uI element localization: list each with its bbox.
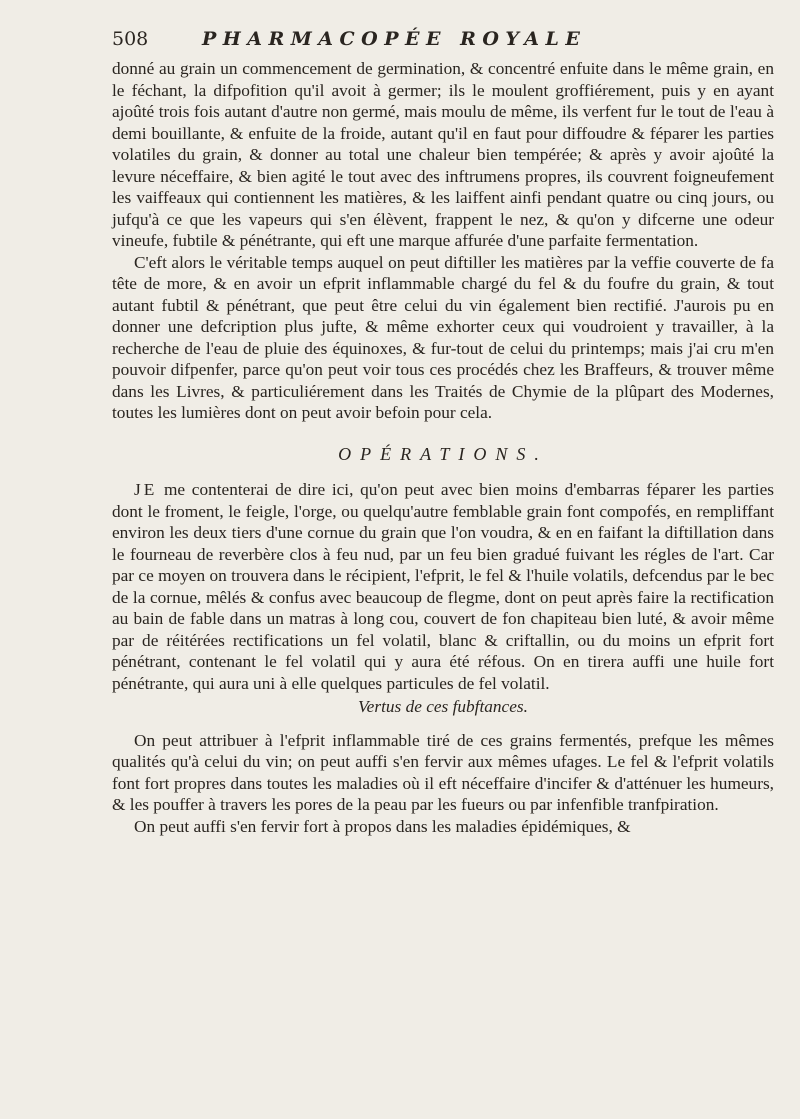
paragraph-continuation: donné au grain un commencement de germination, & concentré enfuite dans le même grain, en le féchant, la difpofition qu'il avoit à germer; ils le moulent groffiérement, puis y en ayant ajoûté trois fois autant d'autre non germé, mais moulu de même, ils verfent fur le tout de l'eau à demi bouillante, & enfuite de la froide, autant qu'il en faut pour diffoudre & féparer les parties volatiles du grain, & donner au total une chaleur bien tempérée; & après y avoir ajoûté la levure néceffaire, & bien agité le tout avec des inftrumens propres, ils couvrent foigneufement les vaiffeaux qui contiennent les matières, & les laiffent ainfi pendant quatre ou cinq jours, ou jufqu'à ce que les vapeurs qui s'en élèvent, frappent le nez, & qu'on y difcerne une odeur vineufe, fubtile & pénétrante, qui eft une marque affurée d'une parfaite fermentation. bbox=[112, 59, 774, 250]
lead-word: JE bbox=[134, 480, 158, 499]
body-text bbox=[112, 58, 774, 837]
section-heading-operations: OPÉRATIONS. bbox=[338, 443, 548, 464]
paragraph-operations-text: me contenterai de dire ici, qu'on peut avec bien moins d'embarras féparer les parties dont le froment, le feigle, l'orge, ou quelqu'autre femblable grain font compofés, en rempliffant environ les deux tiers d'une cornue du grain que l'on voudra, & en en faifant la diftillation dans le fourneau de reverbère clos à feu nud, par un feu bien gradué fuivant les régles de l'art. Car par ce moyen on trouvera dans le récipient, l'efprit, le fel & l'huile volatils, defcendus par le bec de la cornue, mêlés & confus avec beaucoup de flegme, dont on peut après faire la rectification au bain de fable dans un matras à long cou, couvert de fon chapiteau bien luté, & avoir même par de réitérées rectifications un fel volatil, blanc & criftallin, ou du moins un efprit fort pénétrant, contenant le fel volatil qui y aura été réfous. On en tirera auffi une huile fort pénétrante, qui aura uni à elle quelques particules de fel volatil. bbox=[112, 480, 774, 693]
sub-heading-vertus: Vertus de ces fubftances. bbox=[358, 697, 528, 716]
paragraph-distillation: C'eft alors le véritable temps auquel on peut diftiller les matières par la veffie couverte de fa tête de more, & en avoir un efprit inflammable chargé du fel & du foufre du grain, & tout autant fubtil & pénétrant, que peut être celui du vin également bien rectifié. J'aurois pu en donner une defcription plus jufte, & même exhorter ceux qui voudroient y travailler, à la recherche de l'eau de pluie des équinoxes, & fur-tout de celui du printemps; mais j'ai cru m'en pouvoir difpenfer, parce qu'on peut voir tous ces procédés chez les Braffeurs, & trouver même dans les Livres, & particuliérement dans les Traités de Chymie de la plûpart des Modernes, toutes les lumières dont on peut avoir befoin pour cela. bbox=[112, 252, 774, 422]
page-number: 508 bbox=[112, 28, 149, 50]
paragraph-vertus: On peut attribuer à l'efprit inflammable tiré de ces grains fermentés, prefque les mêmes qualités qu'à celui du vin; on peut auffi s'en fervir aux mêmes ufages. Le fel & l'efprit volatils font fort propres dans toutes les maladies où il eft néceffaire d'incifer & d'atténuer les humeurs, & les pouffer à travers les pores de la peau par les fueurs ou par infenfible tranfpiration. bbox=[112, 730, 774, 814]
paragraph-operations bbox=[112, 479, 774, 694]
running-title: PHARMACOPÉE ROYALE bbox=[202, 28, 587, 50]
paragraph-epidemiques: On peut auffi s'en fervir fort à propos dans les maladies épidémiques, & bbox=[134, 816, 631, 836]
page-header bbox=[112, 28, 772, 60]
